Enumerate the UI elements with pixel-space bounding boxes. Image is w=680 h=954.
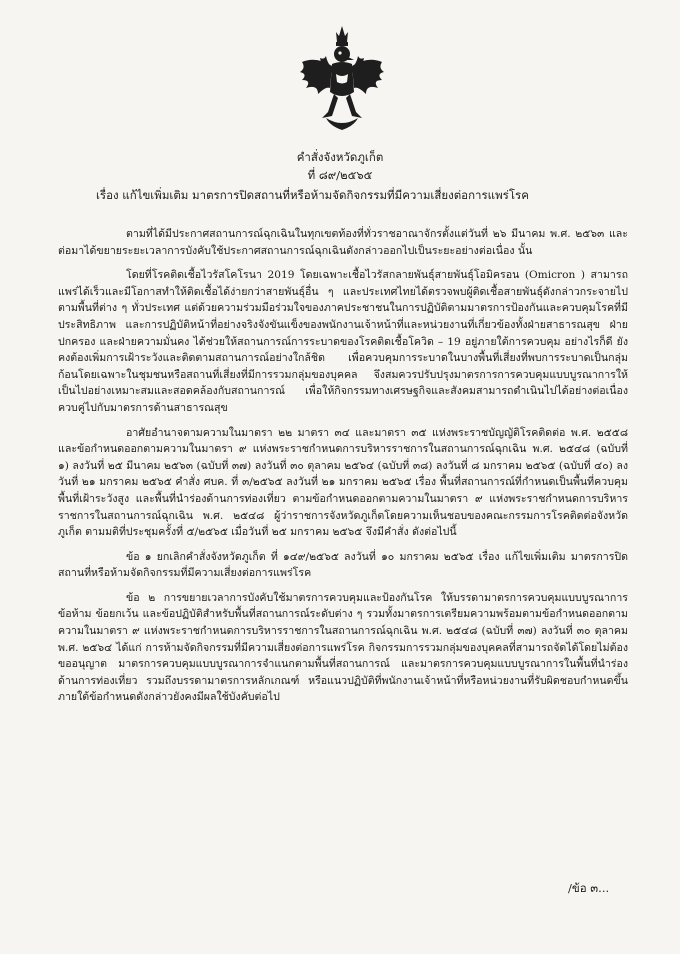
body-paragraph: ตามที่ได้มีประกาศสถานการณ์ฉุกเฉินในทุกเขตท้องที่ทั่วราชอาณาจักรตั้งแต่วันที่ ๒๖ มีนาคม พ.ศ. ๒๕๖๓ และต่อมาได้ขยายระยะเวลาการบังคับใช้ประกาศสถานการณ์ฉุกเฉินดังกล่าวออกไปเป็นระยะอย่างต่อเนื่อง นั้น [58, 228, 628, 257]
clause-1: ข้อ ๑ ยกเลิกคำสั่งจังหวัดภูเก็ต ที่ ๑๔๙/๒๕๖๕ ลงวันที่ ๑๐ มกราคม ๒๕๖๕ เรื่อง แก้ไขเพิ่มเติม มาตรการปิดสถานที่หรือห้ามจัดกิจกรรมที่มีความเสี่ยงต่อการแพร่โรค [58, 550, 628, 580]
garuda-emblem-icon [296, 22, 388, 132]
document-body [58, 226, 628, 714]
order-subject: เรื่อง แก้ไขเพิ่มเติม มาตรการปิดสถานที่หรือห้ามจัดกิจกรรมที่มีความเสี่ยงต่อการแพร่โรค [96, 188, 529, 202]
body-paragraph: อาศัยอำนาจตามความในมาตรา ๒๒ มาตรา ๓๔ และมาตรา ๓๕ แห่งพระราชบัญญัติโรคติดต่อ พ.ศ. ๒๕๕๘ และข้อกำหนดออกตามความในมาตรา ๙ แห่งพระราชกำหนดการบริหารราชการในสถานการณ์ฉุกเฉิน พ.ศ. ๒๕๔๘ (ฉบับที่ ๑) ลงวันที่ ๒๕ มีนาคม ๒๕๖๓ (ฉบับที่ ๓๗) ลงวันที่ ๓๐ ตุลาคม ๒๕๖๔ (ฉบับที่ ๓๘) ลงวันที่ ๘ มกราคม ๒๕๖๕ (ฉบับที่ ๔๐) ลงวันที่ ๒๑ มกราคม ๒๕๖๕ คำสั่ง ศบค. ที่ ๓/๒๕๖๕ ลงวันที่ ๒๑ มกราคม ๒๕๖๕ เรื่อง พื้นที่สถานการณ์ที่กำหนดเป็นพื้นที่ควบคุม พื้นที่เฝ้าระวังสูง และพื้นที่นำร่องด้านการท่องเที่ยว ตามข้อกำหนดออกตามความในมาตรา ๙ แห่งพระราชกำหนดการบริหารราชการในสถานการณ์ฉุกเฉิน พ.ศ. ๒๕๔๘ ผู้ว่าราชการจังหวัดภูเก็ตโดยความเห็นชอบของคณะกรรมการโรคติดต่อจังหวัดภูเก็ต ตามมติที่ประชุมครั้งที่ ๕/๒๕๖๕ เมื่อวันที่ ๒๕ มกราคม ๒๕๖๕ จึงมีคำสั่ง ดังต่อไปนี้ [58, 426, 628, 539]
page-continuation: /ข้อ ๓... [568, 881, 610, 895]
body-paragraph: โดยที่โรคติดเชื้อไวรัสโคโรนา 2019 โดยเฉพาะเชื้อไวรัสกลายพันธุ์สายพันธุ์โอมิครอน (Omicron ) สามารถแพร่ได้เร็วและมีโอกาสทำให้ติดเชื้อได้ง่ายกว่าสายพันธุ์อื่น ๆ และประเทศไทยได้ตรวจพบผู้ติดเชื้อสายพันธุ์ดังกล่าวกระจายไปตามพื้นที่ต่าง ๆ ทั่วประเทศ แต่ด้วยความร่วมมือร่วมใจของภาคประชาชนในการปฏิบัติตามมาตรการป้องกันและควบคุมโรคที่มีประสิทธิภาพ และการปฏิบัติหน้าที่อย่างจริงจังขันแข็งของพนักงานเจ้าหน้าที่และหน่วยงานที่เกี่ยวข้องทั้งฝ่ายสาธารณสุข ฝ่ายปกครอง และฝ่ายความมั่นคง ได้ช่วยให้สถานการณ์การระบาดของโรคติดเชื้อโควิด – 19 อยู่ภายใต้การควบคุม อย่างไรก็ดี ยังคงต้องเพิ่มการเฝ้าระวังและติดตามสถานการณ์อย่างใกล้ชิด เพื่อควบคุมการระบาดในบางพื้นที่เสี่ยงที่พบการระบาดเป็นกลุ่มก้อนโดยเฉพาะในชุมชนหรือสถานที่เสี่ยงที่มีการรวมกลุ่มของบุคคล จึงสมควรปรับปรุงมาตรการการควบคุมแบบบูรณาการให้เป็นไปอย่างเหมาะสมและสอดคล้องกับสถานการณ์ เพื่อให้กิจกรรมทางเศรษฐกิจและสังคมสามารถดำเนินไปได้อย่างต่อเนื่องควบคู่ไปกับมาตรการด้านสาธารณสุข [58, 269, 628, 414]
order-title: คำสั่งจังหวัดภูเก็ต [296, 150, 384, 164]
clause-2: ข้อ ๒ การขยายเวลาการบังคับใช้มาตรการควบคุมและป้องกันโรค ให้บรรดามาตรการควบคุมแบบบูรณาการ ข้อห้าม ข้อยกเว้น และข้อปฏิบัติสำหรับพื้นที่สถานการณ์ระดับต่าง ๆ รวมทั้งมาตรการเตรียมความพร้อมตามข้อกำหนดออกตามความในมาตรา ๙ แห่งพระราชกำหนดการบริหารราชการในสถานการณ์ฉุกเฉิน พ.ศ. ๒๕๔๘ (ฉบับที่ ๓๗) ลงวันที่ ๓๐ ตุลาคม พ.ศ. ๒๕๖๔ ได้แก่ การห้ามจัดกิจกรรมที่มีความเสี่ยงต่อการแพร่โรค กิจกรรมการรวมกลุ่มของบุคคลที่สามารถจัดได้โดยไม่ต้องขออนุญาต มาตรการควบคุมแบบบูรณาการจำแนกตามพื้นที่สถานการณ์ และมาตรการควบคุมแบบบูรณาการในพื้นที่นำร่องด้านการท่องเที่ยว รวมถึงบรรดามาตรการหลักเกณฑ์ หรือแนวปฏิบัติที่พนักงานเจ้าหน้าที่หรือหน่วยงานที่รับผิดชอบกำหนดขึ้นภายใต้ข้อกำหนดดังกล่าวยังคงมีผลใช้บังคับต่อไป [58, 591, 628, 704]
order-number: ที่ ๘๙/๒๕๖๕ [307, 168, 373, 182]
